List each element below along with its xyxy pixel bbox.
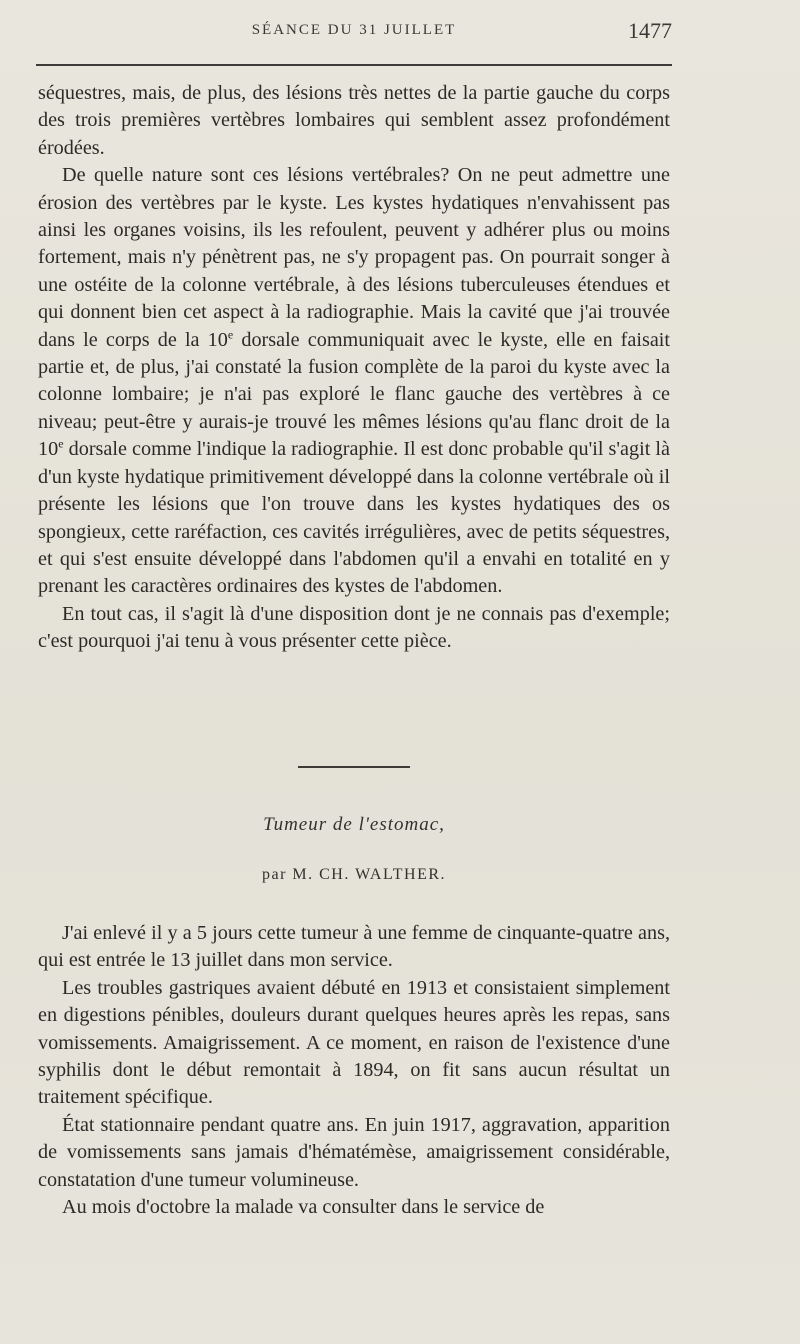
header-rule [36, 64, 672, 66]
body-text-section-2 [38, 920, 670, 1221]
paragraph-2-part-1: De quelle nature sont ces lésions vertébrales? On ne peut admettre une érosion des vertèbres par le kyste. Les kystes hydatiques n'envahissent pas ainsi les organes voisins, ils les refoulent, peuvent y adhérer plus ou moins fortement, mais n'y pénètrent pas, ne s'y propagent pas. On pourrait songer à une ostéite de la colonne vertébrale, à des lésions tuberculeuses étendues et qui donnent bien cet aspect à la radiographie. Mais la cavité que j'ai trouvée dans le corps de la [38, 164, 670, 351]
section-author: par M. CH. WALTHER. [261, 866, 447, 883]
paragraph-2 [38, 162, 670, 601]
page-number: 1477 [628, 18, 672, 43]
paragraph-5: Les troubles gastriques avaient débuté en 1913 et consistaient simplement en digestions pénibles, douleurs durant quelques heures après les repas, sans vomissements. Amaigrissement. A ce moment, en raison de l'existence d'une syphilis dont le début remontait à 1894, on fit sans aucun résultat un traitement spécifique. [38, 976, 670, 1109]
body-text-section-1 [38, 80, 670, 656]
running-title: SÉANCE DU 31 JUILLET [251, 22, 457, 38]
ordinal-number-2: 10 [38, 438, 59, 461]
paragraph-7: Au mois d'octobre la malade va consulter dans le service de [62, 1196, 545, 1219]
ordinal-superscript-2: e [58, 436, 64, 451]
paragraph-2-part-2: dorsale communiquait avec le kyste, elle en faisait partie et, de plus, j'ai constaté la fusion complète de la paroi du kyste avec la colonne lombaire; je n'ai pas exploré le flanc gauche des vertèbres à ce niveau; peut-être y aurais-je trouvé les mêmes lésions qu'au flanc droit de la [38, 328, 671, 433]
section-divider [298, 766, 410, 768]
running-head [38, 18, 670, 48]
section-title: Tumeur de l'estomac, [263, 814, 445, 835]
ordinal-number-1: 10 [207, 328, 228, 351]
paragraph-1: séquestres, mais, de plus, des lésions très nettes de la partie gauche du corps des trois premières vertèbres lombaires qui semblent assez profondément érodées. [38, 82, 670, 159]
paragraph-4: J'ai enlevé il y a 5 jours cette tumeur à une femme de cinquante-quatre ans, qui est entrée le 13 juillet dans mon service. [38, 922, 670, 972]
paragraph-6: État stationnaire pendant quatre ans. En juin 1917, aggravation, apparition de vomissements sans jamais d'hématémèse, amaigrissement considérable, constatation d'une tumeur volumineuse. [38, 1113, 670, 1191]
paragraph-2-part-3: dorsale comme l'indique la radiographie. Il est donc probable qu'il s'agit là d'un kyste hydatique primitivement développé dans la colonne vertébrale où il présente les lésions que l'on trouve dans les kystes hydatiques des os spongieux, cette raréfaction, ces cavités irrégulières, avec de petits séquestres, et qui s'est ensuite développé dans l'abdomen qu'il a envahi en totalité en y prenant les caractères ordinaires des kystes de l'abdomen. [38, 438, 670, 598]
ordinal-superscript-1: e [227, 326, 234, 341]
paragraph-3: En tout cas, il s'agit là d'une disposition dont je ne connais pas d'exemple; c'est pourquoi j'ai tenu à vous présenter cette pièce. [38, 602, 670, 653]
